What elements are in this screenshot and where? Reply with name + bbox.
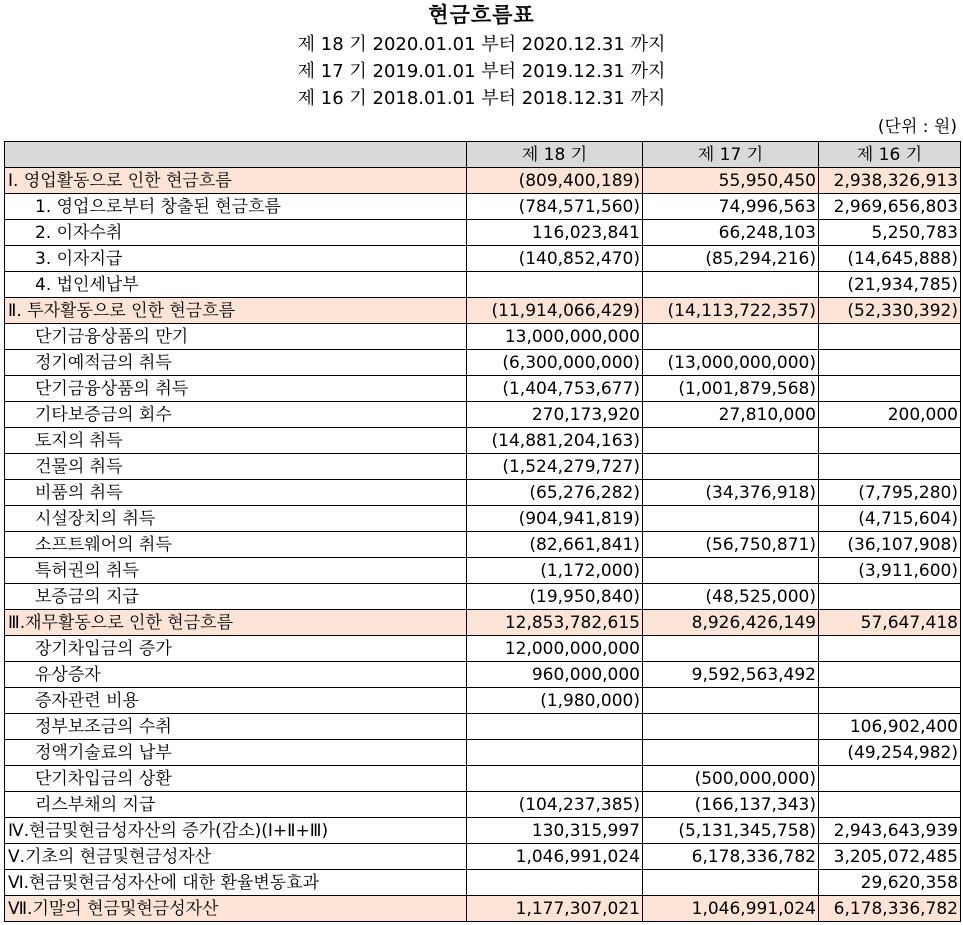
header-label — [5, 142, 467, 168]
value-period-18: 13,000,000,000 — [467, 324, 643, 350]
table-row — [5, 662, 961, 688]
row-label: 정기예적금의 취득 — [5, 350, 467, 376]
value-period-17: 8,926,426,149 — [643, 610, 819, 636]
table-row — [5, 220, 961, 246]
row-label: 단기금융상품의 만기 — [5, 324, 467, 350]
table-row — [5, 818, 961, 844]
value-period-17: (1,001,879,568) — [643, 376, 819, 402]
value-period-18: 1,177,307,021 — [467, 896, 643, 922]
value-period-17 — [643, 636, 819, 662]
value-period-17: (13,000,000,000) — [643, 350, 819, 376]
value-period-16: (21,934,785) — [819, 272, 961, 298]
row-label: Ⅵ.현금및현금성자산에 대한 환율변동효과 — [5, 870, 467, 896]
value-period-16: 5,250,783 — [819, 220, 961, 246]
row-label: 1. 영업으로부터 창출된 현금흐름 — [5, 194, 467, 220]
value-period-18 — [467, 870, 643, 896]
value-period-16: 2,943,643,939 — [819, 818, 961, 844]
period-line-18: 제 18 기 2020.01.01 부터 2020.12.31 까지 — [297, 34, 666, 55]
row-label: 3. 이자지급 — [5, 246, 467, 272]
period-line-16: 제 16 기 2018.01.01 부터 2018.12.31 까지 — [297, 88, 666, 109]
value-period-16: 106,902,400 — [819, 714, 961, 740]
value-period-18 — [467, 766, 643, 792]
value-period-16: (4,715,604) — [819, 506, 961, 532]
header-period-18: 제 18 기 — [467, 142, 643, 168]
value-period-16 — [819, 350, 961, 376]
table-row — [5, 324, 961, 350]
value-period-17: (166,137,343) — [643, 792, 819, 818]
value-period-16: (14,645,888) — [819, 246, 961, 272]
value-period-16 — [819, 376, 961, 402]
value-period-16: (3,911,600) — [819, 558, 961, 584]
value-period-18 — [467, 740, 643, 766]
row-label: 증자관련 비용 — [5, 688, 467, 714]
value-period-16: (36,107,908) — [819, 532, 961, 558]
value-period-17 — [643, 740, 819, 766]
row-label: 장기차입금의 증가 — [5, 636, 467, 662]
value-period-16: (49,254,982) — [819, 740, 961, 766]
value-period-16 — [819, 324, 961, 350]
value-period-18 — [467, 272, 643, 298]
value-period-18: 116,023,841 — [467, 220, 643, 246]
row-label: 비품의 취득 — [5, 480, 467, 506]
value-period-18: (19,950,840) — [467, 584, 643, 610]
table-row — [5, 714, 961, 740]
row-label: 건물의 취득 — [5, 454, 467, 480]
table-header-row — [5, 142, 961, 168]
value-period-16 — [819, 636, 961, 662]
header-period-16: 제 16 기 — [819, 142, 961, 168]
value-period-18: (6,300,000,000) — [467, 350, 643, 376]
table-row — [5, 480, 961, 506]
row-label: Ⅰ. 영업활동으로 인한 현금흐름 — [5, 168, 467, 194]
value-period-18: (104,237,385) — [467, 792, 643, 818]
value-period-17: 6,178,336,782 — [643, 844, 819, 870]
value-period-18: 960,000,000 — [467, 662, 643, 688]
value-period-17 — [643, 272, 819, 298]
section-row — [5, 896, 961, 922]
table-row — [5, 636, 961, 662]
value-period-18: (140,852,470) — [467, 246, 643, 272]
row-label: 유상증자 — [5, 662, 467, 688]
table-row — [5, 246, 961, 272]
row-label: 2. 이자수취 — [5, 220, 467, 246]
table-row — [5, 194, 961, 220]
value-period-18: (11,914,066,429) — [467, 298, 643, 324]
value-period-17: (34,376,918) — [643, 480, 819, 506]
table-row — [5, 506, 961, 532]
value-period-17 — [643, 870, 819, 896]
value-period-16 — [819, 584, 961, 610]
row-label: 소프트웨어의 취득 — [5, 532, 467, 558]
row-label: 특허권의 취득 — [5, 558, 467, 584]
value-period-16: (52,330,392) — [819, 298, 961, 324]
table-row — [5, 402, 961, 428]
value-period-18: 12,000,000,000 — [467, 636, 643, 662]
row-label: Ⅲ.재무활동으로 인한 현금흐름 — [5, 610, 467, 636]
value-period-17: 9,592,563,492 — [643, 662, 819, 688]
value-period-17: 66,248,103 — [643, 220, 819, 246]
value-period-17 — [643, 324, 819, 350]
table-row — [5, 688, 961, 714]
row-label: Ⅴ.기초의 현금및현금성자산 — [5, 844, 467, 870]
value-period-17 — [643, 558, 819, 584]
row-label: 보증금의 지급 — [5, 584, 467, 610]
row-label: 정액기술료의 납부 — [5, 740, 467, 766]
value-period-18: 130,315,997 — [467, 818, 643, 844]
row-label: Ⅱ. 투자활동으로 인한 현금흐름 — [5, 298, 467, 324]
value-period-17: 55,950,450 — [643, 168, 819, 194]
header-period-17: 제 17 기 — [643, 142, 819, 168]
section-row — [5, 298, 961, 324]
value-period-16: 57,647,418 — [819, 610, 961, 636]
table-row — [5, 350, 961, 376]
value-period-18: (65,276,282) — [467, 480, 643, 506]
value-period-16 — [819, 662, 961, 688]
row-label: 리스부채의 지급 — [5, 792, 467, 818]
value-period-17: (5,131,345,758) — [643, 818, 819, 844]
value-period-18: (809,400,189) — [467, 168, 643, 194]
table-row — [5, 844, 961, 870]
value-period-18: (1,404,753,677) — [467, 376, 643, 402]
table-row — [5, 272, 961, 298]
table-row — [5, 454, 961, 480]
table-row — [5, 558, 961, 584]
row-label: 기타보증금의 회수 — [5, 402, 467, 428]
table-row — [5, 428, 961, 454]
section-row — [5, 168, 961, 194]
value-period-17: (14,113,722,357) — [643, 298, 819, 324]
row-label: 정부보조금의 수취 — [5, 714, 467, 740]
value-period-17: 27,810,000 — [643, 402, 819, 428]
value-period-17 — [643, 714, 819, 740]
table-row — [5, 766, 961, 792]
table-row — [5, 792, 961, 818]
value-period-17 — [643, 688, 819, 714]
value-period-16: 6,178,336,782 — [819, 896, 961, 922]
table-row — [5, 740, 961, 766]
value-period-16 — [819, 792, 961, 818]
row-label: 토지의 취득 — [5, 428, 467, 454]
value-period-16 — [819, 428, 961, 454]
table-row — [5, 376, 961, 402]
value-period-18: (82,661,841) — [467, 532, 643, 558]
row-label: Ⅳ.현금및현금성자산의 증가(감소)(Ⅰ+Ⅱ+Ⅲ) — [5, 818, 467, 844]
value-period-18: (1,980,000) — [467, 688, 643, 714]
value-period-16 — [819, 688, 961, 714]
value-period-18: 12,853,782,615 — [467, 610, 643, 636]
row-label: Ⅶ.기말의 현금및현금성자산 — [5, 896, 467, 922]
value-period-16: 200,000 — [819, 402, 961, 428]
value-period-18: (904,941,819) — [467, 506, 643, 532]
value-period-18: 1,046,991,024 — [467, 844, 643, 870]
period-line-17: 제 17 기 2019.01.01 부터 2019.12.31 까지 — [297, 61, 666, 82]
table-body — [5, 168, 961, 922]
value-period-17: 74,996,563 — [643, 194, 819, 220]
value-period-17 — [643, 454, 819, 480]
table-row — [5, 584, 961, 610]
cash-flow-table — [4, 141, 961, 922]
row-label: 4. 법인세납부 — [5, 272, 467, 298]
value-period-16: 2,969,656,803 — [819, 194, 961, 220]
value-period-17 — [643, 428, 819, 454]
value-period-18: (784,571,560) — [467, 194, 643, 220]
value-period-18: 270,173,920 — [467, 402, 643, 428]
value-period-17: (85,294,216) — [643, 246, 819, 272]
value-period-16: 3,205,072,485 — [819, 844, 961, 870]
row-label: 단기금융상품의 취득 — [5, 376, 467, 402]
section-row — [5, 610, 961, 636]
value-period-17: 1,046,991,024 — [643, 896, 819, 922]
value-period-16 — [819, 454, 961, 480]
table-row — [5, 870, 961, 896]
value-period-16: (7,795,280) — [819, 480, 961, 506]
table-row — [5, 532, 961, 558]
unit-label: (단위 : 원) — [877, 117, 957, 137]
value-period-17 — [643, 506, 819, 532]
row-label: 단기차입금의 상환 — [5, 766, 467, 792]
value-period-17: (48,525,000) — [643, 584, 819, 610]
value-period-18 — [467, 714, 643, 740]
row-label: 시설장치의 취득 — [5, 506, 467, 532]
value-period-16 — [819, 766, 961, 792]
value-period-17: (56,750,871) — [643, 532, 819, 558]
value-period-18: (1,524,279,727) — [467, 454, 643, 480]
statement-title: 현금흐름표 — [428, 3, 535, 27]
value-period-18: (1,172,000) — [467, 558, 643, 584]
value-period-18: (14,881,204,163) — [467, 428, 643, 454]
value-period-16: 29,620,358 — [819, 870, 961, 896]
value-period-16: 2,938,326,913 — [819, 168, 961, 194]
value-period-17: (500,000,000) — [643, 766, 819, 792]
